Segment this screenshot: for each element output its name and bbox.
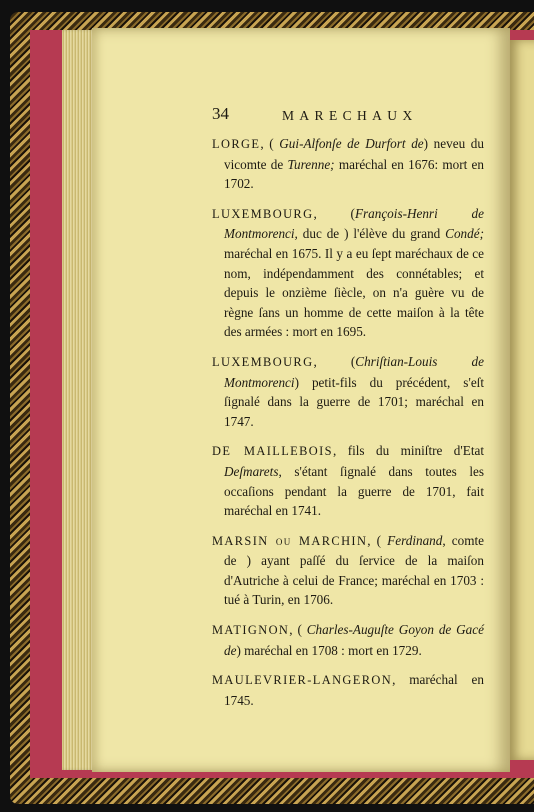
entry-name: MAULEVRIER-LANGERON [212, 673, 393, 688]
entry-name: MARSIN ou MARCHIN [212, 533, 368, 548]
running-head [212, 104, 484, 128]
entry-name: MATIGNON [212, 623, 290, 638]
entry-lorge: LORGE, ( Gui-Alfonſe de Durfort de) neveu du vicomte de Turenne; maréchal en 1676: mort en 1702. [212, 136, 484, 192]
entry-maillebois: DE MAILLEBOIS, fils du miniſtre d'Etat Deſmarets, s'étant ſignalé dans toutes les occaſions pendant la guerre de 1701, fait maréchal en 1741. [212, 443, 485, 519]
entry-luxembourg-francois: LUXEMBOURG, (François-Henri de Montmorenci, duc de ) l'élève du grand Condé; maréchal en 1675. Il y a eu ſept maréchaux de ce nom, indépendamment des connétables; et depuis le onzième ſiècle, on n'a guère vu de règne ſans un homme de cette maiſon à la tête des armées : mort en 1695. [212, 205, 484, 340]
entry-luxembourg-christian: LUXEMBOURG, (Chriſtian-Louis de Montmorenci) petit-fils du précédent, s'eſt ſignalé dans la guerre de 1701; maréchal en 1747. [212, 353, 484, 429]
entry-name: LORGE [212, 137, 261, 151]
page-text [212, 104, 484, 720]
entry-name: LUXEMBOURG [212, 354, 314, 369]
page-number: 34 [212, 104, 229, 123]
page-edges [62, 30, 94, 770]
entry-maulevrier: MAULEVRIER-LANGERON, maréchal en 1745. [212, 672, 484, 708]
entry-name: LUXEMBOURG [212, 206, 314, 221]
entry-name: DE MAILLEBOIS [212, 444, 333, 459]
facing-page-edge [508, 40, 534, 760]
entry-matignon: MATIGNON, ( Charles-Auguſte Goyon de Gacé de) maréchal en 1708 : mort en 1729. [212, 622, 484, 658]
entry-marsin: MARSIN ou MARCHIN, ( Ferdinand, comte de ) ayant paſſé du ſervice de la maiſon d'Autriche à celui de France; maréchal en 1703 : tué à Turin, en 1706. [212, 532, 484, 608]
running-title: MARECHAUX [282, 108, 418, 123]
